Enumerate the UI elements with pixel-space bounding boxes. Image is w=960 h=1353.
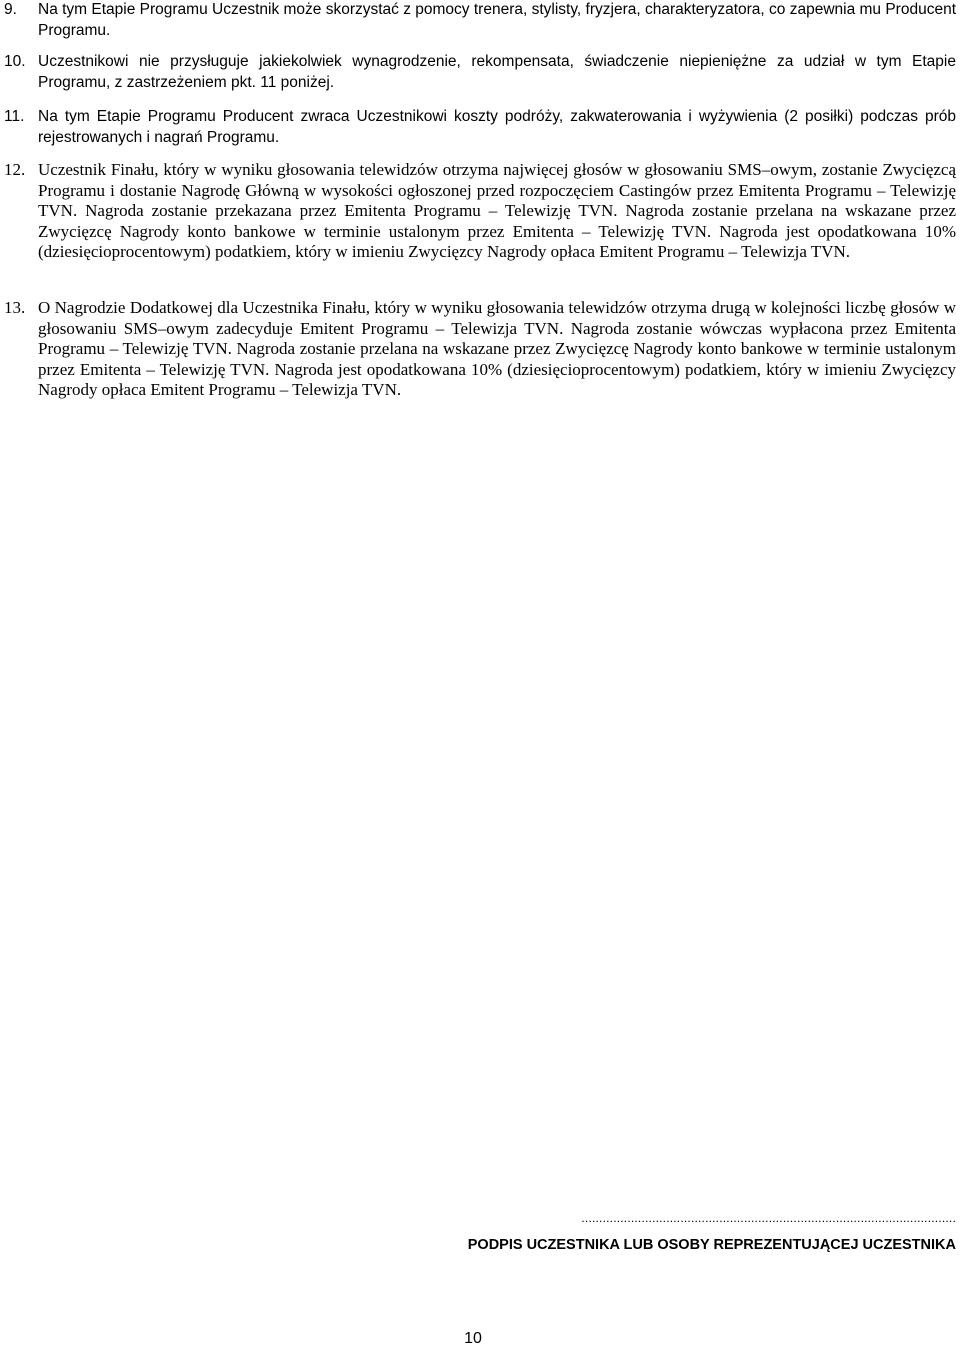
list-item-text: Na tym Etapie Programu Producent zwraca Uczestnikowi koszty podróży, zakwaterowania i wyżywienia (2 posiłki) podczas prób rejestrowanych i nagrań Programu.	[38, 108, 956, 146]
list-item-11	[4, 107, 956, 148]
list-item-number: 13.	[4, 298, 26, 317]
list-item-10	[4, 52, 956, 93]
list-item-text: Uczestnik Finału, który w wyniku głosowania telewidzów otrzyma najwięcej głosów w głosowaniu SMS–owym, zostanie Zwycięzcą Programu i dostanie Nagrodę Główną w wysokości ogłoszonej przed rozpoczęciem Castingów przez Emitenta Programu – Telewizję TVN. Nagroda zostanie przekazana przez Emitenta Programu – Telewizję TVN. Nagroda zostanie przelana na wskazane przez Zwycięzcę Nagrody konto bankowe w terminie ustalonym przez Emitenta – Telewizję TVN. Nagroda jest opodatkowana 10% (dziesięcioprocentowym) podatkiem, który w imieniu Zwycięzcy Nagrody opłaca Emitent Programu – Telewizja TVN.	[38, 160, 956, 262]
page-number: 10	[464, 1330, 482, 1347]
list-item-number: 9.	[4, 1, 17, 18]
list-item-13	[4, 298, 956, 401]
list-item-number: 10.	[4, 53, 26, 70]
list-item-number: 11.	[4, 108, 25, 125]
list-item-12	[4, 160, 956, 263]
list-item-text: Uczestnikowi nie przysługuje jakiekolwiek wynagrodzenie, rekompensata, świadczenie niepieniężne za udział w tym Etapie Programu, z zastrzeżeniem pkt. 11 poniżej.	[38, 53, 956, 91]
list-item-9	[4, 0, 956, 41]
signature-label: PODPIS UCZESTNIKA LUB OSOBY REPREZENTUJĄCEJ UCZESTNIKA	[467, 1237, 956, 1253]
list-item-number: 12.	[4, 160, 26, 179]
signature-line: ..........................................................................................................	[581, 1211, 956, 1225]
list-item-text: Na tym Etapie Programu Uczestnik może skorzystać z pomocy trenera, stylisty, fryzjera, charakteryzatora, co zapewnia mu Producent Programu.	[38, 1, 956, 39]
list-item-text: O Nagrodzie Dodatkowej dla Uczestnika Finału, który w wyniku głosowania telewidzów otrzyma drugą w kolejności liczbę głosów w głosowaniu SMS–owym zadecyduje Emitent Programu – Telewizja TVN. Nagroda zostanie wówczas wypłacona przez Emitenta Programu – Telewizję TVN. Nagroda zostanie przelana na wskazane przez Zwycięzcę Nagrody konto bankowe w terminie ustalonym przez Emitenta – Telewizję TVN. Nagroda jest opodatkowana 10% (dziesięcioprocentowym) podatkiem, który w imieniu Zwycięzcy Nagrody opłaca Emitent Programu – Telewizja TVN.	[38, 298, 956, 400]
